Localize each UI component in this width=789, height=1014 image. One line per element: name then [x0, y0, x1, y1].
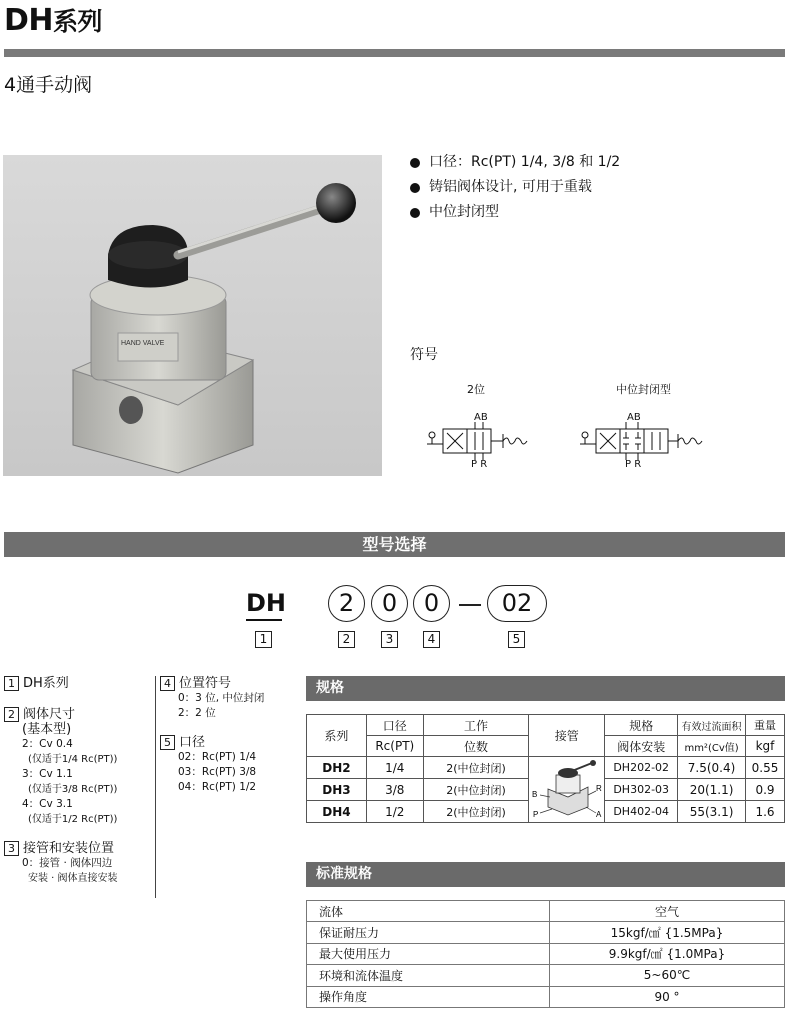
expl-line: (仅适于3/8 Rc(PT)) [28, 784, 118, 795]
expl-line: 2：2 位 [178, 707, 216, 719]
std-value: 空气 [550, 901, 785, 922]
std-key: 流体 [307, 901, 550, 922]
expl-line: 3：Cv 1.1 [22, 768, 73, 780]
code-part-piping: 0 [371, 585, 408, 622]
symbol-closed-label: 中位封闭型 [616, 383, 671, 396]
header-weight: 重量 [746, 715, 785, 736]
code-part-port: 02 [487, 585, 547, 622]
expl-line: 2：Cv 0.4 [22, 738, 73, 750]
expl-line: 安装 · 阀体直接安装 [28, 873, 118, 884]
expl-body-size: 2 阀体尺寸 [4, 707, 154, 722]
header-model: 规格 [605, 715, 678, 736]
table-row [307, 901, 785, 922]
code-part-position: 0 [413, 585, 450, 622]
box-number: 2 [338, 631, 355, 648]
cell-port: 1/4 [366, 757, 423, 779]
std-table-bar: 标准规格 [306, 862, 785, 887]
cell-weight: 0.55 [746, 757, 785, 779]
std-value: 5~60℃ [550, 965, 785, 986]
table-row [307, 965, 785, 986]
expl-series: 1 DH系列 [4, 676, 154, 691]
piping-diagram [530, 757, 604, 819]
cell-model: DH302-03 [605, 779, 678, 801]
bullet-icon [410, 183, 420, 193]
std-key: 操作角度 [307, 986, 550, 1007]
cell-positions: 2(中位封闭) [423, 757, 529, 779]
symbol-2pos-top-ports: AB [474, 412, 488, 423]
cell-flow: 7.5(0.4) [678, 757, 746, 779]
symbol-closed-diagram [578, 422, 708, 462]
symbol-heading: 符号 [410, 347, 438, 363]
cell-flow: 20(1.1) [678, 779, 746, 801]
cell-positions: 2(中位封闭) [423, 801, 529, 823]
std-value: 9.9kgf/㎠ {1.0MPa} [550, 943, 785, 964]
spec-table [306, 714, 785, 823]
cell-port: 3/8 [366, 779, 423, 801]
header-positions-sub: 位数 [423, 736, 529, 757]
piping-label-a: A [595, 810, 602, 819]
expl-line: 04：Rc(PT) 1/2 [178, 781, 257, 793]
symbol-2pos-label: 2位 [467, 383, 485, 396]
cell-weight: 1.6 [746, 801, 785, 823]
box-number: 1 [255, 631, 272, 648]
table-row [307, 986, 785, 1007]
std-spec-table [306, 900, 785, 1008]
page-subtitle: 4通手动阀 [4, 74, 93, 96]
explanation-col-2 [160, 676, 300, 795]
piping-diagram-cell [529, 757, 605, 823]
header-piping: 接管 [529, 715, 605, 757]
header-flow-sub: mm²(Cv值) [678, 736, 746, 757]
header-positions: 工作 [423, 715, 529, 736]
header-model-sub: 阀体安装 [605, 736, 678, 757]
expl-line: 02：Rc(PT) 1/4 [178, 751, 257, 763]
table-row [307, 757, 785, 779]
header-port-sub: Rc(PT) [366, 736, 423, 757]
symbol-closed-bottom-ports: P R [625, 459, 642, 470]
bullet-icon [410, 158, 420, 168]
symbol-closed-top-ports: AB [627, 412, 641, 423]
feature-list [410, 150, 620, 225]
model-code-prefix: DH [246, 589, 287, 617]
piping-label-r: R [595, 784, 602, 793]
cell-series: DH4 [307, 801, 367, 823]
page-title: DH系列 [4, 3, 103, 38]
product-photo [3, 155, 382, 476]
expl-line: (仅适于1/2 Rc(PT)) [28, 814, 118, 825]
box-number: 4 [423, 631, 440, 648]
cell-series: DH2 [307, 757, 367, 779]
piping-label-p: P [532, 810, 539, 819]
expl-line: (仅适于1/4 Rc(PT)) [28, 754, 118, 765]
header-flow: 有效过流面积 [678, 715, 746, 736]
cell-positions: 2(中位封闭) [423, 779, 529, 801]
std-value: 90 ° [550, 986, 785, 1007]
expl-port: 5 口径 [160, 735, 300, 750]
symbol-2pos-diagram [425, 422, 530, 462]
std-key: 保证耐压力 [307, 922, 550, 943]
model-selection-bar: 型号选择 [4, 532, 785, 557]
feature-item: 中位封闭型 [410, 200, 620, 225]
cell-port: 1/2 [366, 801, 423, 823]
header-port: 口径 [366, 715, 423, 736]
cell-series: DH3 [307, 779, 367, 801]
expl-position: 4 位置符号 [160, 676, 300, 691]
explanation-col-1 [4, 676, 154, 886]
bullet-icon [410, 208, 420, 218]
feature-item: 口径：Rc(PT) 1/4, 3/8 和 1/2 [410, 150, 620, 175]
code-dash [459, 604, 481, 606]
spec-table-bar: 规格 [306, 676, 785, 701]
table-row [307, 943, 785, 964]
table-row [307, 922, 785, 943]
expl-body-size-sub: (基本型) [22, 722, 72, 737]
title-rule [4, 49, 785, 57]
box-number: 5 [508, 631, 525, 648]
std-value: 15kgf/㎠ {1.5MPa} [550, 922, 785, 943]
feature-item: 铸铝阀体设计, 可用于重载 [410, 175, 620, 200]
cell-flow: 55(3.1) [678, 801, 746, 823]
expl-line: 0：接管 · 阀体四边 [22, 857, 113, 869]
header-series: 系列 [307, 715, 367, 757]
header-weight-sub: kgf [746, 736, 785, 757]
box-number: 3 [381, 631, 398, 648]
prefix-underline [246, 619, 282, 621]
expl-piping: 3 接管和安装位置 [4, 841, 154, 856]
cell-model: DH402-04 [605, 801, 678, 823]
std-key: 最大使用压力 [307, 943, 550, 964]
column-divider [155, 676, 156, 898]
code-part-size: 2 [328, 585, 365, 622]
expl-line: 03：Rc(PT) 3/8 [178, 766, 257, 778]
piping-label-b: B [531, 790, 538, 799]
std-key: 环境和流体温度 [307, 965, 550, 986]
expl-line: 4：Cv 3.1 [22, 798, 73, 810]
symbol-2pos-bottom-ports: P R [471, 459, 488, 470]
nameplate-text: HAND VALVE [121, 340, 165, 347]
cell-model: DH202-02 [605, 757, 678, 779]
cell-weight: 0.9 [746, 779, 785, 801]
expl-line: 0：3 位, 中位封闭 [178, 692, 265, 704]
